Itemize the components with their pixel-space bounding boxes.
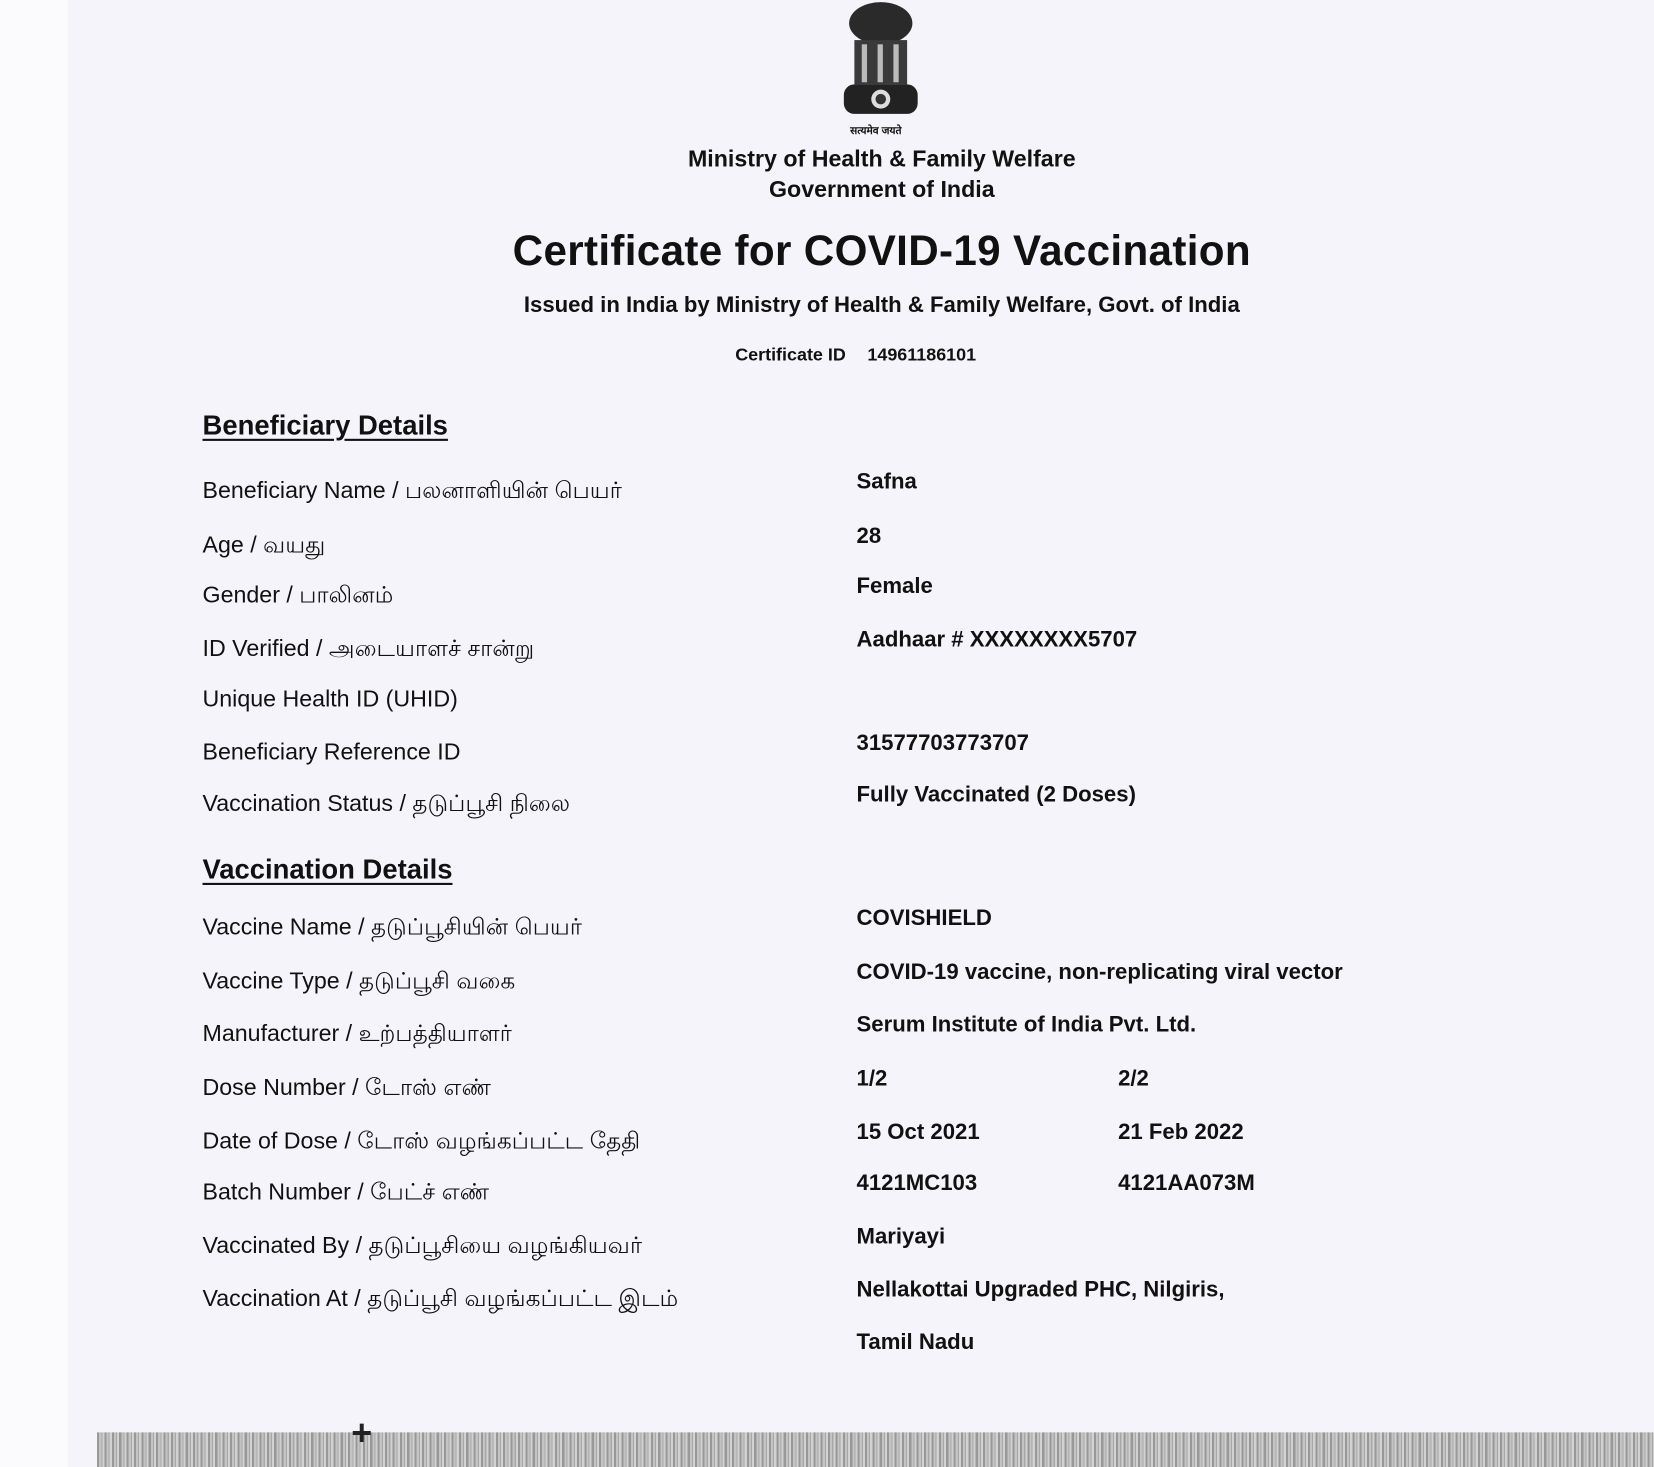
dose-2-value: 21 Feb 2022 [1118,1120,1244,1145]
field-value: Aadhaar # XXXXXXXX5707 [856,627,1138,652]
field-label: Beneficiary Reference ID [202,738,461,765]
national-emblem-icon [833,0,928,124]
field-value: Safna [856,469,917,494]
field-label: Unique Health ID (UHID) [202,685,458,712]
government-name: Government of India [768,176,995,203]
field-value: Fully Vaccinated (2 Doses) [856,782,1136,807]
field-label: Gender / பாலினம் [202,581,394,608]
registration-mark-icon: + [351,1413,373,1454]
certificate-id-value: 14961186101 [867,344,977,365]
field-label: Manufacturer / உற்பத்தியாளர் [202,1019,512,1047]
field-value: Nellakottai Upgraded PHC, Nilgiris, [856,1277,1225,1302]
field-value: 4121MC103 [856,1170,978,1196]
field-value: 1/2 [856,1066,888,1091]
field-label: Date of Dose / டோஸ் வழங்கப்பட்ட தேதி [202,1127,641,1154]
dose-2-value: 2/2 [1118,1066,1149,1091]
field-label: Batch Number / பேட்ச் எண் [202,1178,490,1205]
field-value: 31577703773707 [856,730,1029,756]
field-label: Beneficiary Name / பலனாளியின் பெயர் [202,476,622,504]
field-label: Vaccinated By / தடுப்பூசியை வழங்கியவர் [202,1232,643,1259]
emblem-motto: सत्यमेव जयते [850,125,902,138]
field-label: Vaccine Name / தடுப்பூசியின் பெயர் [202,913,583,940]
field-value: Female [856,573,933,599]
field-label: Vaccination At / தடுப்பூசி வழங்கப்பட்ட இடம் [202,1284,679,1312]
field-value: COVISHIELD [856,906,992,931]
ministry-name: Ministry of Health & Family Welfare [687,145,1076,172]
vaccination-details-heading: Vaccination Details [202,853,453,885]
field-label: Age / வயது [202,531,326,558]
field-value: Mariyayi [856,1224,946,1249]
certificate-id [735,345,976,366]
field-value: Serum Institute of India Pvt. Ltd. [856,1012,1197,1037]
field-value-line2: Tamil Nadu [856,1330,975,1355]
field-label: ID Verified / அடையாளச் சான்று [202,634,535,662]
scan-margin [0,0,68,1467]
issued-by-subtitle: Issued in India by Ministry of Health & Family Welfare, Govt. of India [523,293,1240,318]
field-value: COVID-19 vaccine, non-replicating viral vector [856,959,1343,985]
beneficiary-details-heading: Beneficiary Details [202,409,448,441]
scan-noise-strip [97,1432,1654,1467]
field-value: 15 Oct 2021 [856,1120,980,1145]
dose-2-value: 4121AA073M [1118,1170,1255,1196]
field-label: Vaccine Type / தடுப்பூசி வகை [202,967,516,994]
page-title: Certificate for COVID-19 Vaccination [512,227,1251,275]
field-value: 28 [856,524,882,549]
field-label: Dose Number / டோஸ் எண் [202,1073,492,1101]
certificate-id-label: Certificate ID [735,344,846,365]
field-label: Vaccination Status / தடுப்பூசி நிலை [202,790,571,817]
